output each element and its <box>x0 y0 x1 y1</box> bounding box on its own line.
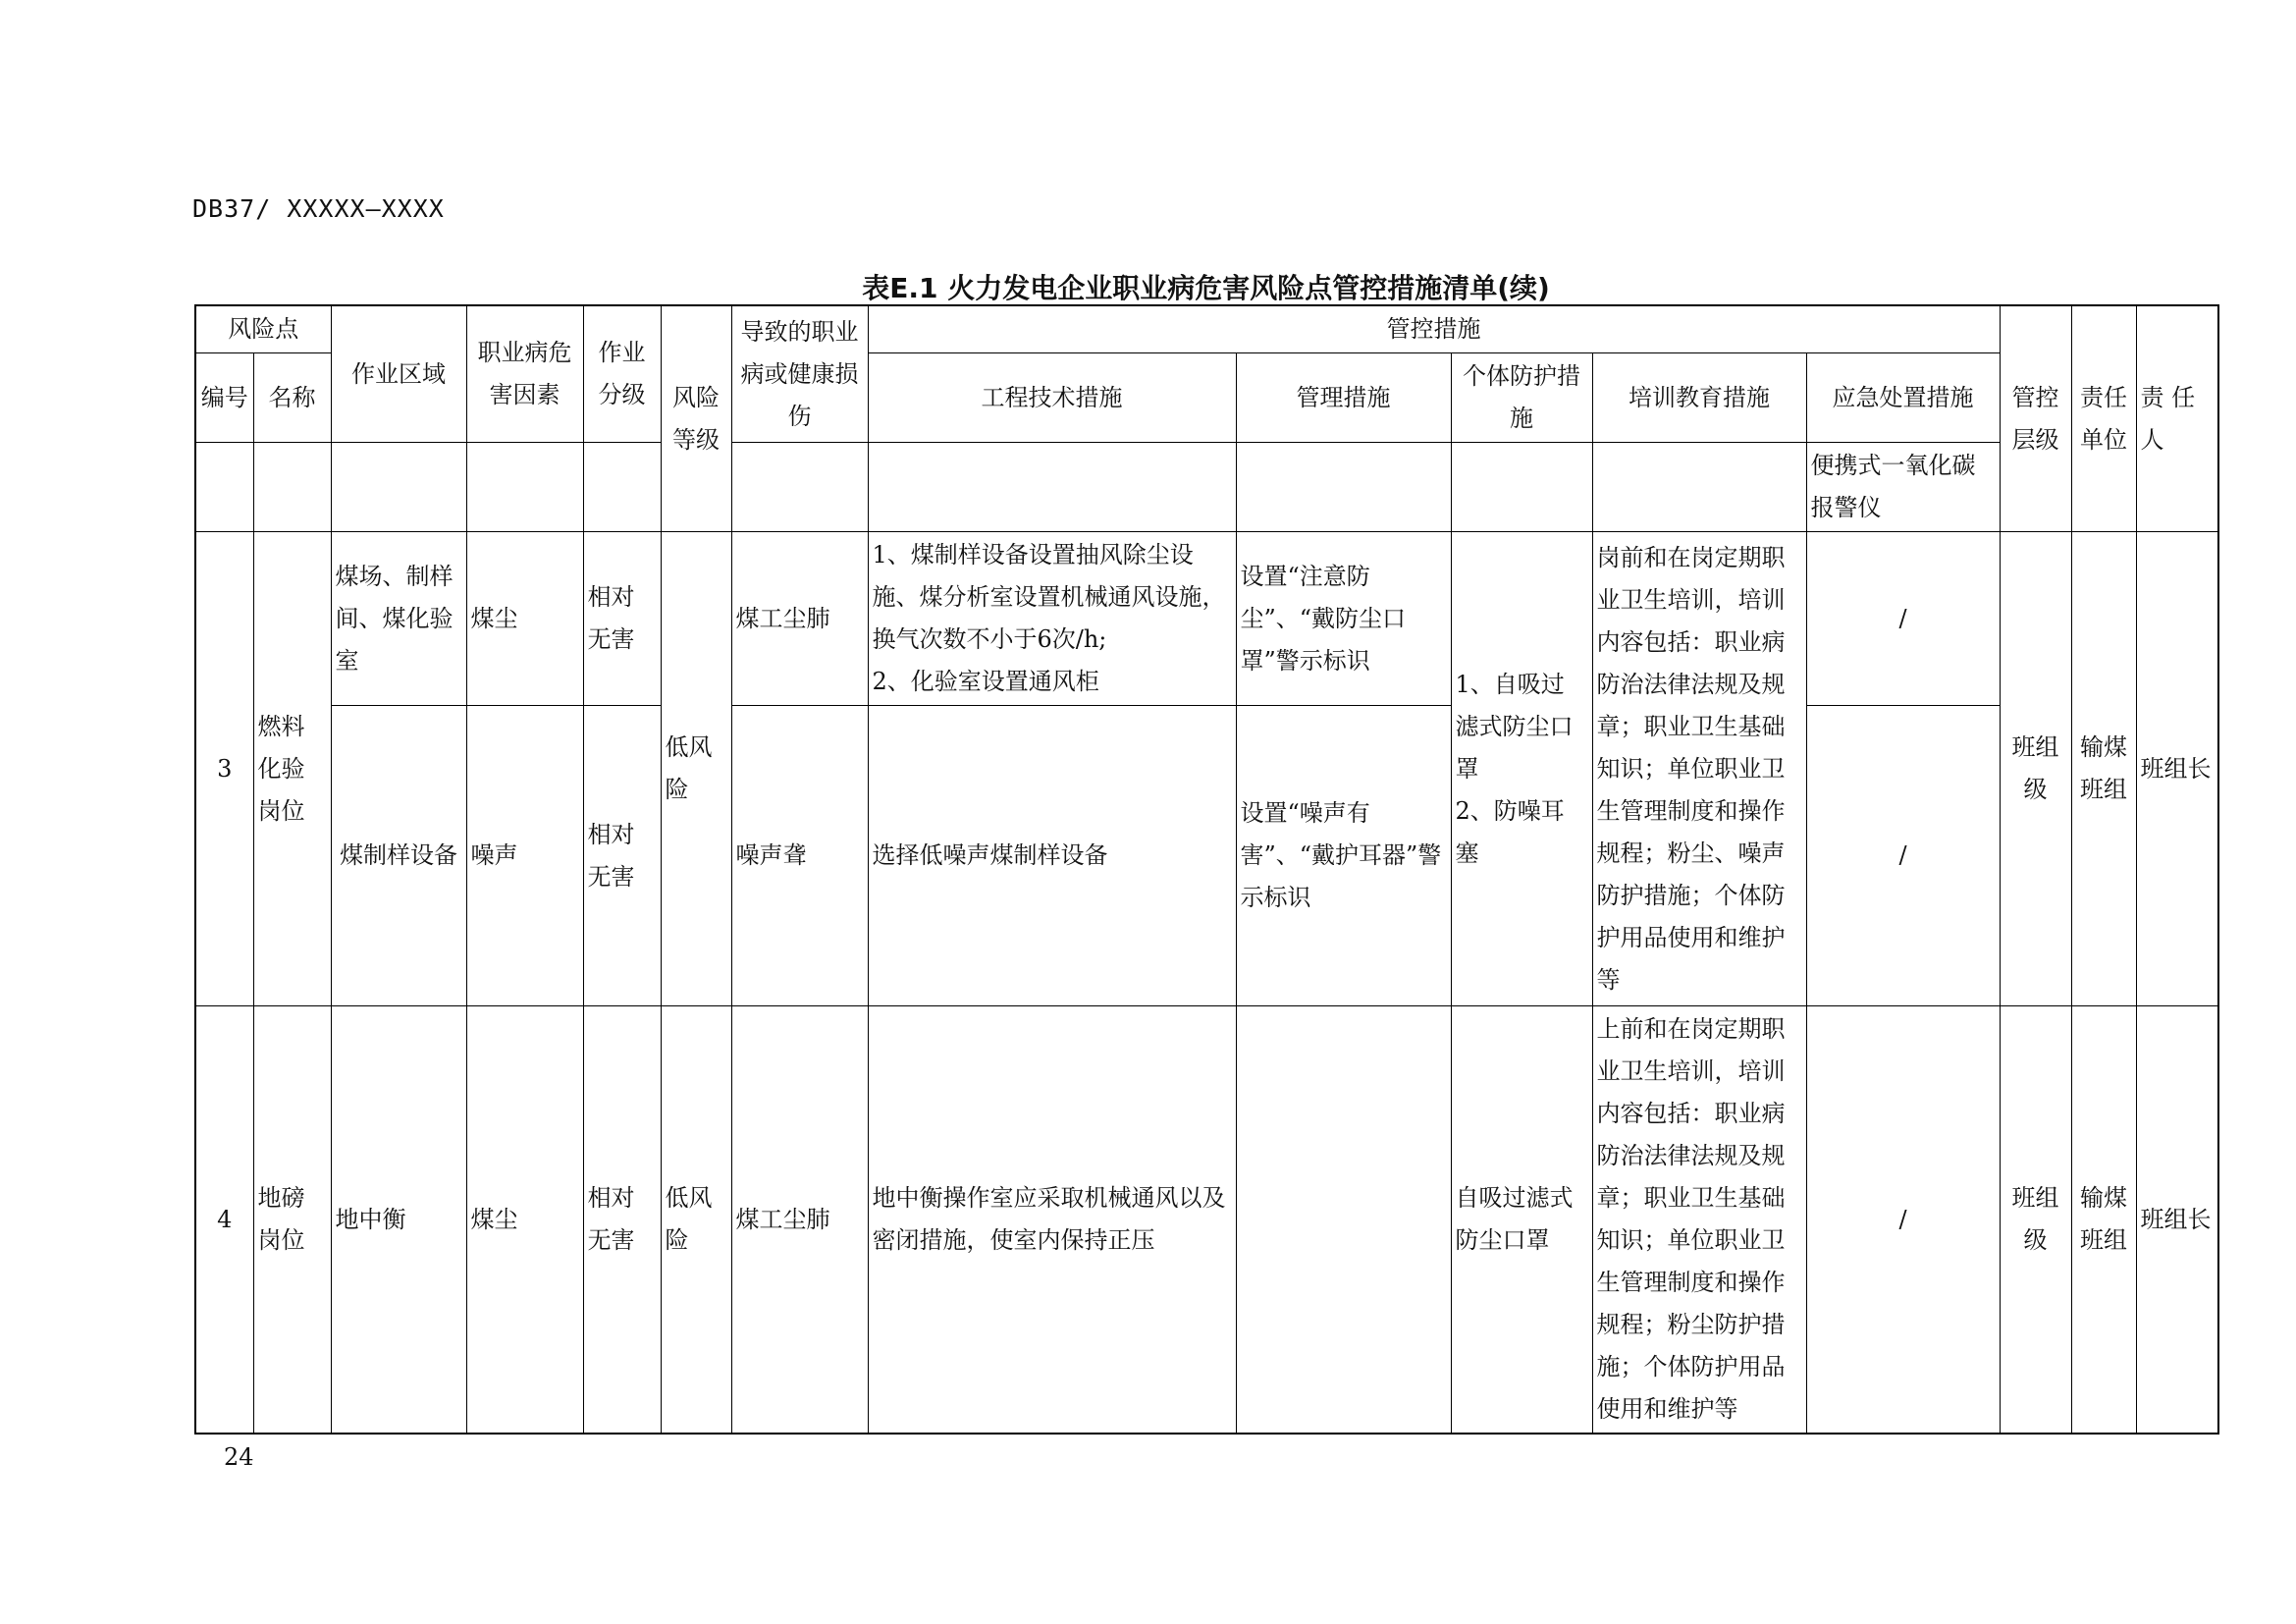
header-training: 培训教育措施 <box>1592 353 1806 443</box>
row-engineering: 选择低噪声煤制样设备 <box>868 706 1236 1006</box>
row-work-area: 煤场、制样间、煤化验室 <box>331 532 466 706</box>
carry-over-cell <box>583 443 661 532</box>
header-work-grade: 作业分级 <box>583 305 661 443</box>
carry-over-cell <box>331 443 466 532</box>
header-number: 编号 <box>195 353 253 443</box>
carry-over-cell <box>253 443 331 532</box>
header-emergency: 应急处置措施 <box>1806 353 2000 443</box>
header-risk-level: 风险等级 <box>661 305 731 532</box>
carry-over-row <box>195 443 2218 532</box>
header-resp-person: 责 任人 <box>2136 305 2218 532</box>
header-resp-unit: 责任单位 <box>2071 305 2136 532</box>
row-management: 设置“注意防尘”、“戴防尘口罩”警示标识 <box>1236 532 1451 706</box>
table-title: 表E.1 火力发电企业职业病危害风险点管控措施清单(续) <box>862 272 1550 304</box>
page-number: 24 <box>224 1443 254 1471</box>
header-control-measures: 管控措施 <box>868 305 2000 353</box>
table-row <box>195 1006 2218 1435</box>
carry-over-cell <box>1236 443 1451 532</box>
row-ppe: 自吸过滤式防尘口罩 <box>1451 1006 1592 1435</box>
header-name: 名称 <box>253 353 331 443</box>
carry-over-cell <box>1592 443 1806 532</box>
row-control-level: 班组级 <box>2000 1006 2071 1435</box>
row-name: 地磅岗位 <box>253 1006 331 1435</box>
header-ppe: 个体防护措 施 <box>1451 353 1592 443</box>
row-disease: 煤工尘肺 <box>731 1006 868 1435</box>
row-emergency: / <box>1806 532 2000 706</box>
header-risk-point: 风险点 <box>195 305 331 353</box>
row-risk-level: 低风险 <box>661 1006 731 1435</box>
row-control-level: 班组级 <box>2000 532 2071 1006</box>
row-training: 岗前和在岗定期职业卫生培训，培训内容包括：职业病防治法律法规及规章；职业卫生基础知识；单位职业卫生管理制度和操作规程；粉尘、噪声防护措施；个体防护用品使用和维护等 <box>1592 532 1806 1006</box>
row-work-grade: 相对无害 <box>583 1006 661 1435</box>
row-emergency: / <box>1806 1006 2000 1435</box>
header-management: 管理措施 <box>1236 353 1451 443</box>
row-engineering: 地中衡操作室应采取机械通风以及密闭措施，使室内保持正压 <box>868 1006 1236 1435</box>
cell-line: 1、自吸过滤式防尘口罩 <box>1455 670 1574 783</box>
carry-over-cell <box>731 443 868 532</box>
row-work-area: 煤制样设备 <box>331 706 466 1006</box>
cell-line: 2、化验室设置通风柜 <box>872 668 1099 695</box>
row-number: 3 <box>195 532 253 1006</box>
row-resp-person: 班组长 <box>2136 1006 2218 1435</box>
row-disease: 噪声聋 <box>731 706 868 1006</box>
carry-over-emergency: 便携式一氧化碳报警仪 <box>1806 443 2000 532</box>
carry-over-cell <box>868 443 1236 532</box>
row-engineering <box>868 532 1236 706</box>
row-resp-unit: 输煤班组 <box>2071 532 2136 1006</box>
table-row <box>195 706 2218 1006</box>
header-engineering: 工程技术措施 <box>868 353 1236 443</box>
row-management <box>1236 1006 1451 1435</box>
row-resp-unit: 输煤班组 <box>2071 1006 2136 1435</box>
row-work-grade: 相对无害 <box>583 532 661 706</box>
carry-over-cell <box>1451 443 1592 532</box>
row-ppe <box>1451 532 1592 1006</box>
table-row <box>195 532 2218 706</box>
row-disease: 煤工尘肺 <box>731 532 868 706</box>
row-management: 设置“噪声有害”、“戴护耳器”警示标识 <box>1236 706 1451 1006</box>
header-hazard-factor: 职业病危害因素 <box>466 305 583 443</box>
row-work-grade: 相对无害 <box>583 706 661 1006</box>
risk-control-table <box>194 304 2219 1435</box>
row-hazard-factor: 煤尘 <box>466 1006 583 1435</box>
document-code: DB37/ XXXXX—XXXX <box>192 194 445 223</box>
row-name: 燃料化验岗位 <box>253 532 331 1006</box>
row-hazard-factor: 煤尘 <box>466 532 583 706</box>
header-disease: 导致的职业病或健康损伤 <box>731 305 868 443</box>
header-row-1 <box>195 305 2218 353</box>
row-number: 4 <box>195 1006 253 1435</box>
carry-over-cell <box>195 443 253 532</box>
cell-line: 1、煤制样设备设置抽风除尘设施、煤分析室设置机械通风设施，换气次数不小于6次/h; <box>872 541 1226 653</box>
row-work-area: 地中衡 <box>331 1006 466 1435</box>
header-control-level: 管控层级 <box>2000 305 2071 532</box>
row-resp-person: 班组长 <box>2136 532 2218 1006</box>
row-training: 上前和在岗定期职业卫生培训，培训内容包括：职业病防治法律法规及规章；职业卫生基础知识；单位职业卫生管理制度和操作规程；粉尘防护措施；个体防护用品使用和维护等 <box>1592 1006 1806 1435</box>
carry-over-cell <box>466 443 583 532</box>
row-risk-level: 低风险 <box>661 532 731 1006</box>
cell-line: 2、防噪耳塞 <box>1455 796 1565 867</box>
row-hazard-factor: 噪声 <box>466 706 583 1006</box>
row-emergency: / <box>1806 706 2000 1006</box>
header-work-area: 作业区域 <box>331 305 466 443</box>
